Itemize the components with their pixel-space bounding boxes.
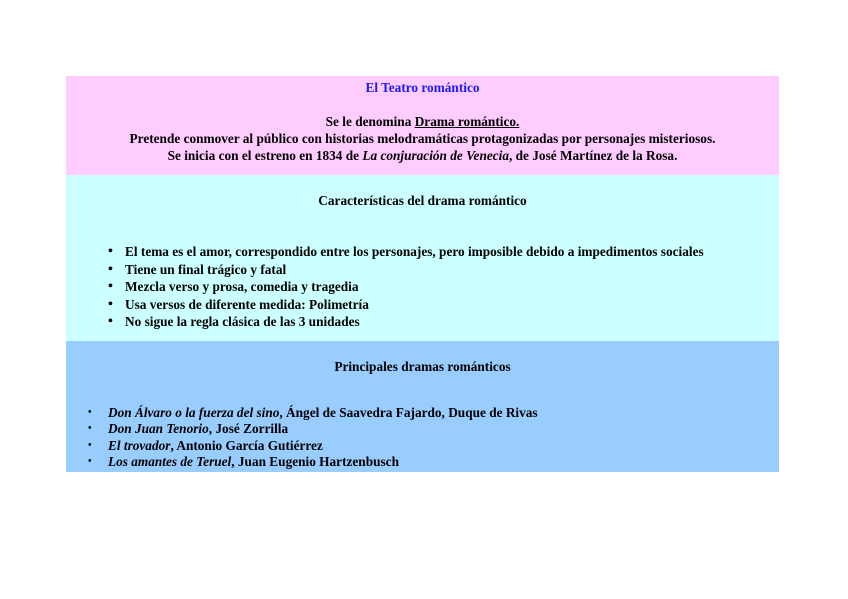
characteristics-heading: Características del drama romántico	[318, 193, 527, 208]
drama-title: Don Juan Tenorio	[108, 421, 209, 437]
bullet-icon: •	[88, 423, 92, 435]
intro-line-1	[66, 113, 779, 130]
list-item	[108, 296, 779, 314]
drama-author: , Ángel de Saavedra Fajardo, Duque de Rivas	[279, 405, 538, 420]
intro-line-3-work: La conjuración de Venecia	[362, 148, 509, 163]
dramas-heading: Principales dramas románticos	[334, 359, 511, 374]
list-item-text: No sigue la regla clásica de las 3 unidades	[125, 314, 360, 329]
list-item-text: El tema es el amor, correspondido entre los personajes, pero imposible debido a impedimentos sociales	[125, 244, 704, 259]
intro-section	[66, 76, 779, 175]
drama-author: , Antonio García Gutiérrez	[170, 437, 323, 453]
drama-title: Don Álvaro o la fuerza del sino	[108, 405, 280, 420]
drama-romantico-term: Drama romántico.	[414, 114, 520, 129]
bullet-icon: •	[88, 455, 92, 467]
bullet-icon: •	[108, 244, 113, 259]
document-table	[66, 76, 779, 472]
list-item	[108, 313, 779, 331]
page-title: El Teatro romántico	[365, 80, 480, 95]
list-item	[88, 405, 779, 421]
intro-line-2: Pretende conmover al público con historias melodramáticas protagonizadas por personajes misteriosos.	[129, 131, 716, 146]
bullet-icon: •	[108, 314, 113, 329]
characteristics-list	[66, 243, 779, 331]
list-item	[108, 278, 779, 296]
dramas-list	[66, 405, 779, 470]
bullet-icon: •	[108, 261, 113, 277]
intro-line-3-suffix: , de José Martínez de la Rosa.	[509, 148, 678, 163]
drama-title: Los amantes de Teruel	[108, 453, 232, 469]
list-item	[88, 421, 779, 437]
list-item-text: Tiene un final trágico y fatal	[125, 261, 287, 277]
drama-title: El trovador	[108, 437, 171, 453]
intro-line-3	[66, 147, 779, 164]
intro-line-1-prefix: Se le denomina	[325, 114, 415, 129]
intro-line-3-prefix: Se inicia con el estreno en 1834 de	[167, 148, 363, 163]
drama-author: , José Zorrilla	[208, 421, 289, 437]
bullet-icon: •	[88, 407, 92, 418]
list-item-text: Mezcla verso y prosa, comedia y tragedia	[125, 279, 359, 294]
list-item	[88, 453, 779, 470]
list-item	[88, 437, 779, 454]
dramas-section	[66, 341, 779, 472]
bullet-icon: •	[108, 279, 113, 294]
list-item	[108, 261, 779, 279]
bullet-icon: •	[88, 439, 92, 451]
list-item	[108, 243, 779, 261]
drama-author: , Juan Eugenio Hartzenbusch	[231, 453, 399, 469]
bullet-icon: •	[108, 296, 113, 312]
list-item-text: Usa versos de diferente medida: Polimetría	[125, 296, 369, 312]
characteristics-section	[66, 175, 779, 341]
